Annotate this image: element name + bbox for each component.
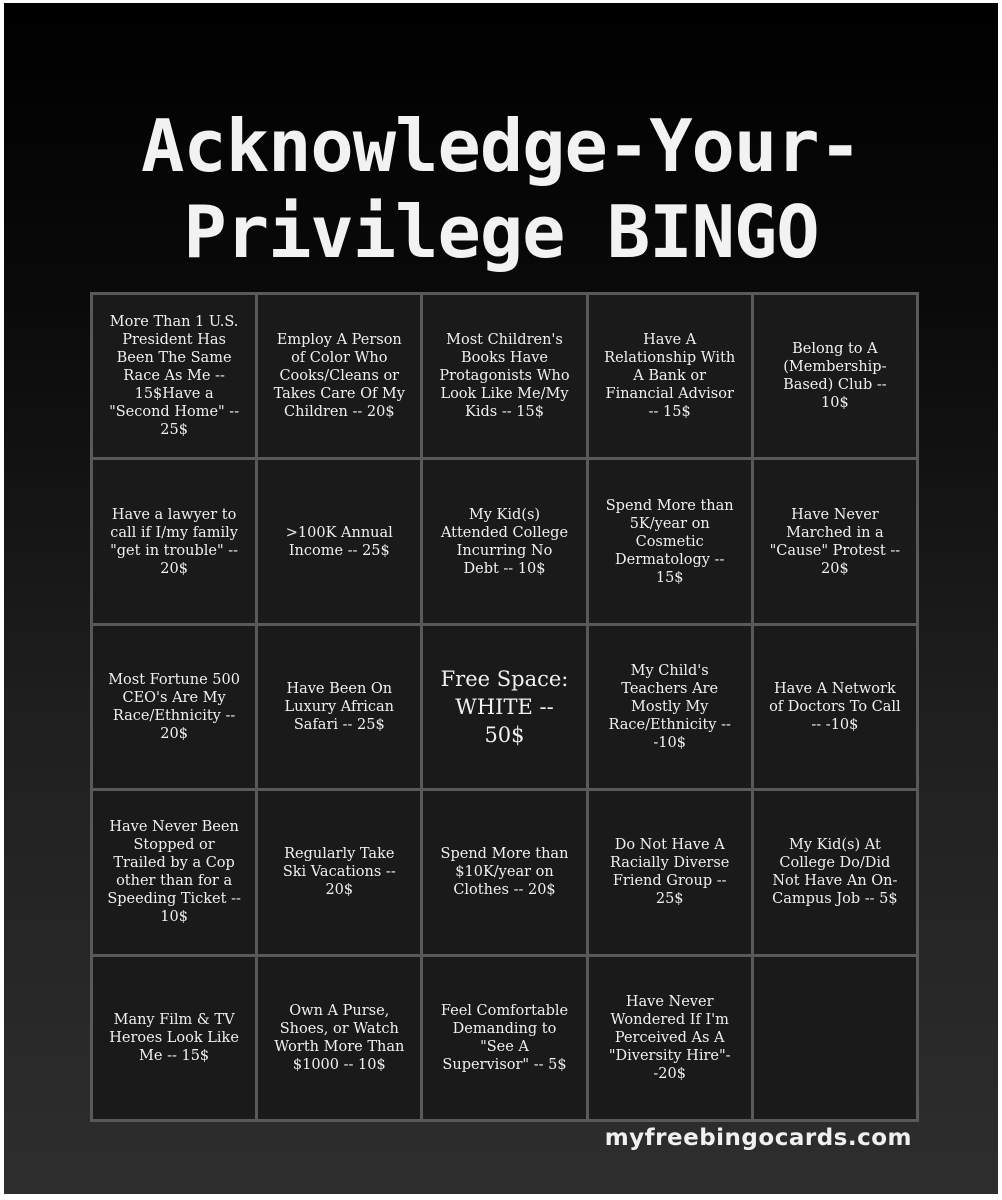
title-line-2: Privilege BINGO [183,190,819,274]
bingo-cell-r1c4[interactable] [589,295,751,457]
bingo-cell-text: Have A Relationship With A Bank or Financial Advisor -- 15$ [604,332,736,421]
bingo-cell-r4c5[interactable] [754,791,916,953]
bingo-cell-r5c2[interactable] [258,957,420,1119]
bingo-cell-r5c4[interactable] [589,957,751,1119]
bingo-cell-text: Regularly Take Ski Vacations -- 20$ [282,846,396,899]
bingo-cell-text: Many Film & TV Heroes Look Like Me -- 15$ [109,1011,239,1064]
bingo-cell-r3c1[interactable] [93,626,255,788]
bingo-cell-text: Have Never Been Stopped or Trailed by a Cop other than for a Speeding Ticket -- 10$ [107,819,241,926]
bingo-grid [90,292,919,1122]
site-watermark: myfreebingocards.com [604,1125,912,1151]
bingo-cell-text: Have Never Wondered If I'm Perceived As A "Diversity Hire"--20$ [608,993,731,1082]
bingo-cell-text: Have A Network of Doctors To Call -- -10$ [769,680,901,733]
bingo-cell-r2c4[interactable] [589,460,751,622]
bingo-cell-text: My Kid(s) At College Do/Did Not Have An On-Campus Job -- 5$ [772,837,898,908]
bingo-cell-text: Have Been On Luxury African Safari -- 25$ [284,680,395,733]
page-title [4,103,998,275]
bingo-cell-r2c3[interactable] [423,460,585,622]
bingo-cell-r4c1[interactable] [93,791,255,953]
bingo-cell-r2c5[interactable] [754,460,916,622]
bingo-cell-r4c2[interactable] [258,791,420,953]
title-line-1: Acknowledge-Your- [141,104,861,188]
bingo-cell-r1c1[interactable] [93,295,255,457]
bingo-cell-r5c1[interactable] [93,957,255,1119]
bingo-cell-text: Spend More than $10K/year on Clothes -- 20$ [440,846,569,899]
bingo-cell-text: Spend More than 5K/year on Cosmetic Dermatology -- 15$ [605,497,734,586]
free-space-text: Free Space: WHITE -- 50$ [440,666,569,747]
bingo-card [4,3,998,1194]
bingo-cell-text: >100K Annual Income -- 25$ [285,524,393,559]
bingo-cell-r1c5[interactable] [754,295,916,457]
bingo-cell-r3c2[interactable] [258,626,420,788]
bingo-cell-text: Have Never Marched in a "Cause" Protest -- 20$ [769,506,901,577]
bingo-cell-text: My Child's Teachers Are Mostly My Race/Ethnicity -- -10$ [608,662,731,751]
bingo-cell-text: Belong to A (Membership-Based) Club -- 10$ [783,341,887,412]
bingo-cell-text: Own A Purse, Shoes, or Watch Worth More Than $1000 -- 10$ [274,1002,405,1073]
bingo-cell-free-space[interactable] [423,626,585,788]
bingo-cell-text: Employ A Person of Color Who Cooks/Cleans or Takes Care Of My Children -- 20$ [273,332,405,421]
bingo-cell-text: More Than 1 U.S. President Has Been The Same Race As Me -- 15$Have a "Second Home" -- 25$ [109,314,240,439]
bingo-cell-r2c1[interactable] [93,460,255,622]
bingo-cell-r2c2[interactable] [258,460,420,622]
bingo-cell-r4c4[interactable] [589,791,751,953]
bingo-cell-text: Most Children's Books Have Protagonists Who Look Like Me/My Kids -- 15$ [439,332,570,421]
bingo-cell-r4c3[interactable] [423,791,585,953]
bingo-cell-r5c5-empty[interactable] [754,957,916,1119]
bingo-cell-text: My Kid(s) Attended College Incurring No Debt -- 10$ [440,506,569,577]
bingo-cell-text: Do Not Have A Racially Diverse Friend Group -- 25$ [610,837,730,908]
bingo-cell-r1c2[interactable] [258,295,420,457]
bingo-cell-r3c4[interactable] [589,626,751,788]
bingo-cell-text: Have a lawyer to call if I/my family "get in trouble" -- 20$ [110,506,239,577]
bingo-cell-text: Most Fortune 500 CEO's Are My Race/Ethnicity -- 20$ [108,671,240,742]
bingo-cell-r1c3[interactable] [423,295,585,457]
bingo-cell-r5c3[interactable] [423,957,585,1119]
bingo-cell-r3c5[interactable] [754,626,916,788]
bingo-cell-text: Feel Comfortable Demanding to "See A Supervisor" -- 5$ [440,1002,569,1073]
